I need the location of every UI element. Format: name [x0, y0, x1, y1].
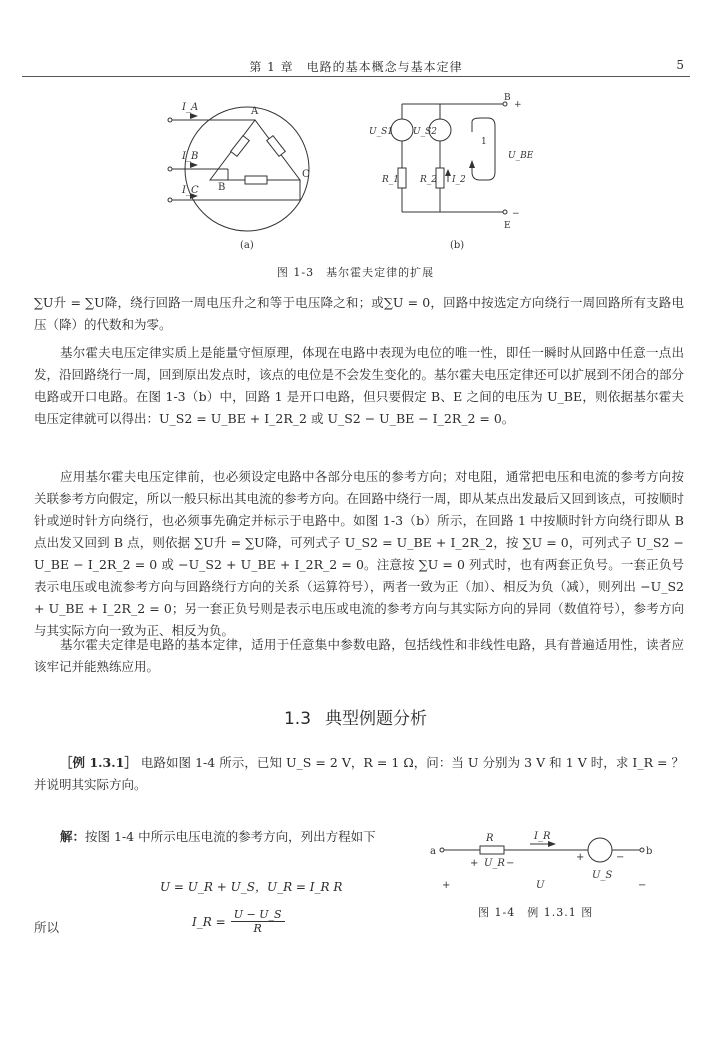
resistor-r1 [398, 168, 406, 188]
svg-text:+: + [576, 852, 585, 863]
page-number: 5 [676, 58, 684, 72]
terminal-b: b [646, 846, 653, 857]
label-ia: I_A [182, 102, 199, 113]
label-r: R [486, 833, 494, 844]
running-header [22, 56, 690, 77]
node-a: A [251, 106, 259, 117]
resistor-r [480, 846, 504, 854]
loop-arrow-path [472, 118, 495, 180]
svg-text:−: − [506, 858, 515, 869]
equation-2-numerator: U − U_S [231, 908, 285, 922]
solution-label: 解： [60, 829, 86, 844]
solution-text: 按图 1-4 中所示电压电流的参考方向，列出方程如下 [85, 829, 376, 844]
label-ur: U_R [484, 858, 505, 869]
resistor-ab [231, 136, 250, 157]
node-e: E [504, 221, 511, 231]
label-us: U_S [592, 870, 613, 881]
arrow-icon [469, 160, 475, 168]
arrow-icon [445, 169, 451, 176]
label-ib: I_B [182, 151, 199, 162]
terminal-a: a [430, 846, 436, 857]
node-b-right: B [504, 93, 511, 103]
figure-1-3 [150, 92, 550, 272]
paragraph-kirchhoff-summary: 基尔霍夫定律是电路的基本定律，适用于任意集中参数电路，包括线性和非线性电路，具有普遍适用性，读者应该牢记并能熟练应用。 [34, 637, 684, 674]
svg-text:+: + [514, 100, 522, 110]
example-statement [34, 752, 684, 796]
arrow-icon [190, 113, 198, 119]
subfigure-b-label: (b) [450, 240, 465, 251]
source-us1 [391, 119, 413, 141]
figure-1-3-caption: 图 1-3 基尔霍夫定律的扩展 [276, 266, 435, 279]
label-u: U [536, 880, 545, 891]
label-us2: U_S2 [413, 127, 437, 137]
subfigure-a-label: (a) [240, 240, 254, 251]
label-i2: I_2 [452, 175, 466, 185]
svg-text:−: − [512, 209, 520, 219]
label-ube: U_BE [508, 151, 534, 161]
node-b: B [218, 182, 226, 193]
svg-text:−: − [616, 852, 625, 863]
label-r2: R_2 [420, 175, 438, 185]
figure-1-4-caption: 图 1-4 例 1.3.1 图 [478, 906, 594, 919]
section-title: 典型例题分析 [325, 709, 428, 729]
node-c: C [302, 169, 310, 180]
chapter-title: 第 1 章 电路的基本概念与基本定律 [249, 60, 463, 74]
paragraph-reference-direction: 应用基尔霍夫电压定律前，也必须设定电路中各部分电压的参考方向；对电阻，通常把电压和电流的参考方向按关联参考方向假定，所以一般只标出其电流的参考方向。在回路中绕行一周，即从某点出发最后又回到该点，可按顺时针或逆时针方向绕行，也必须事先确定并标示于电路中。如图 1-3（b）所示，在回路 1 中按顺时针方向绕行即从 B 点出发又回到 B 点，则依据 ∑U升 = ∑U降，可列式子 U_S2 = U_BE + I_2R_2，按 ∑U = 0，可列式子 U_S2 − U_BE − I_2R_2 = 0 或 −U_S2 + U_BE + I_2R_2 = 0。注意按 ∑U = 0 列式时，也有两套正负号。一套正负号表示电压或电流参考方向与回路绕行方向的关系（运算符号），两者一致为正（加）、相反为负（减），则列出 −U_S2 + U_BE + I_2R_2 = 0；另一套正负号则是表示电压或电流的参考方向与其实际方向的异同（数值符号），参考方向与其实际方向一致为正、相反为负。 [34, 469, 685, 638]
example-label: ［例 1.3.1］ [60, 755, 137, 770]
delta-triangle [210, 120, 300, 180]
label-r1: R_1 [382, 175, 400, 185]
resistor-r2 [436, 168, 444, 188]
svg-text:+: + [442, 880, 451, 891]
equation-2-denominator: R [253, 922, 262, 935]
solution-intro [34, 826, 419, 848]
equation-1: U = U_R + U_S，U_R = I_R R [160, 880, 343, 894]
loop-number: 1 [481, 137, 487, 147]
svg-text:+: + [470, 858, 479, 869]
paragraph-kvl-essence: 基尔霍夫电压定律实质上是能量守恒原理，体现在电路中表现为电位的唯一性，即任一瞬时从回路中任意一点出发，沿回路绕行一周，回到原出发点时，该点的电位是不会发生变化的。基尔霍夫电压定律还可以扩展到不闭合的部分电路或开口电路。在图 1-3（b）中，回路 1 是开口电路，但只要假定 B、E 之间的电压为 U_BE，则依据基尔霍夫电压定律就可以得出：U_S2 = U_BE + I_2R_2 或 U_S2 − U_BE − I_2R_2 = 0。 [34, 345, 685, 426]
paragraph-kvl-sum: ∑U升 = ∑U降，绕行回路一周电压升之和等于电压降之和；或∑U = 0，回路中按选定方向绕行一周回路所有支路电压（降）的代数和为零。 [34, 295, 684, 332]
label-us1: U_S1 [369, 127, 393, 137]
label-ic: I_C [182, 185, 199, 196]
svg-text:−: − [638, 880, 647, 891]
equation-2-lhs: I_R = [192, 915, 226, 929]
label-ir: I_R [534, 831, 551, 842]
arrow-icon [190, 162, 198, 168]
example-text: 电路如图 1-4 所示，已知 U_S = 2 V，R = 1 Ω，问：当 U 分别为 3 V 和 1 V 时，求 I_R = ？并说明其实际方向。 [34, 755, 684, 792]
equation-2 [192, 908, 285, 935]
therefore-word: 所以 [34, 920, 60, 935]
section-heading [0, 704, 711, 729]
source-us [588, 838, 612, 862]
equation-2-fraction [231, 908, 285, 935]
section-number: 1.3 [283, 709, 312, 729]
resistor-bc [245, 176, 267, 184]
resistor-ac [267, 136, 286, 157]
